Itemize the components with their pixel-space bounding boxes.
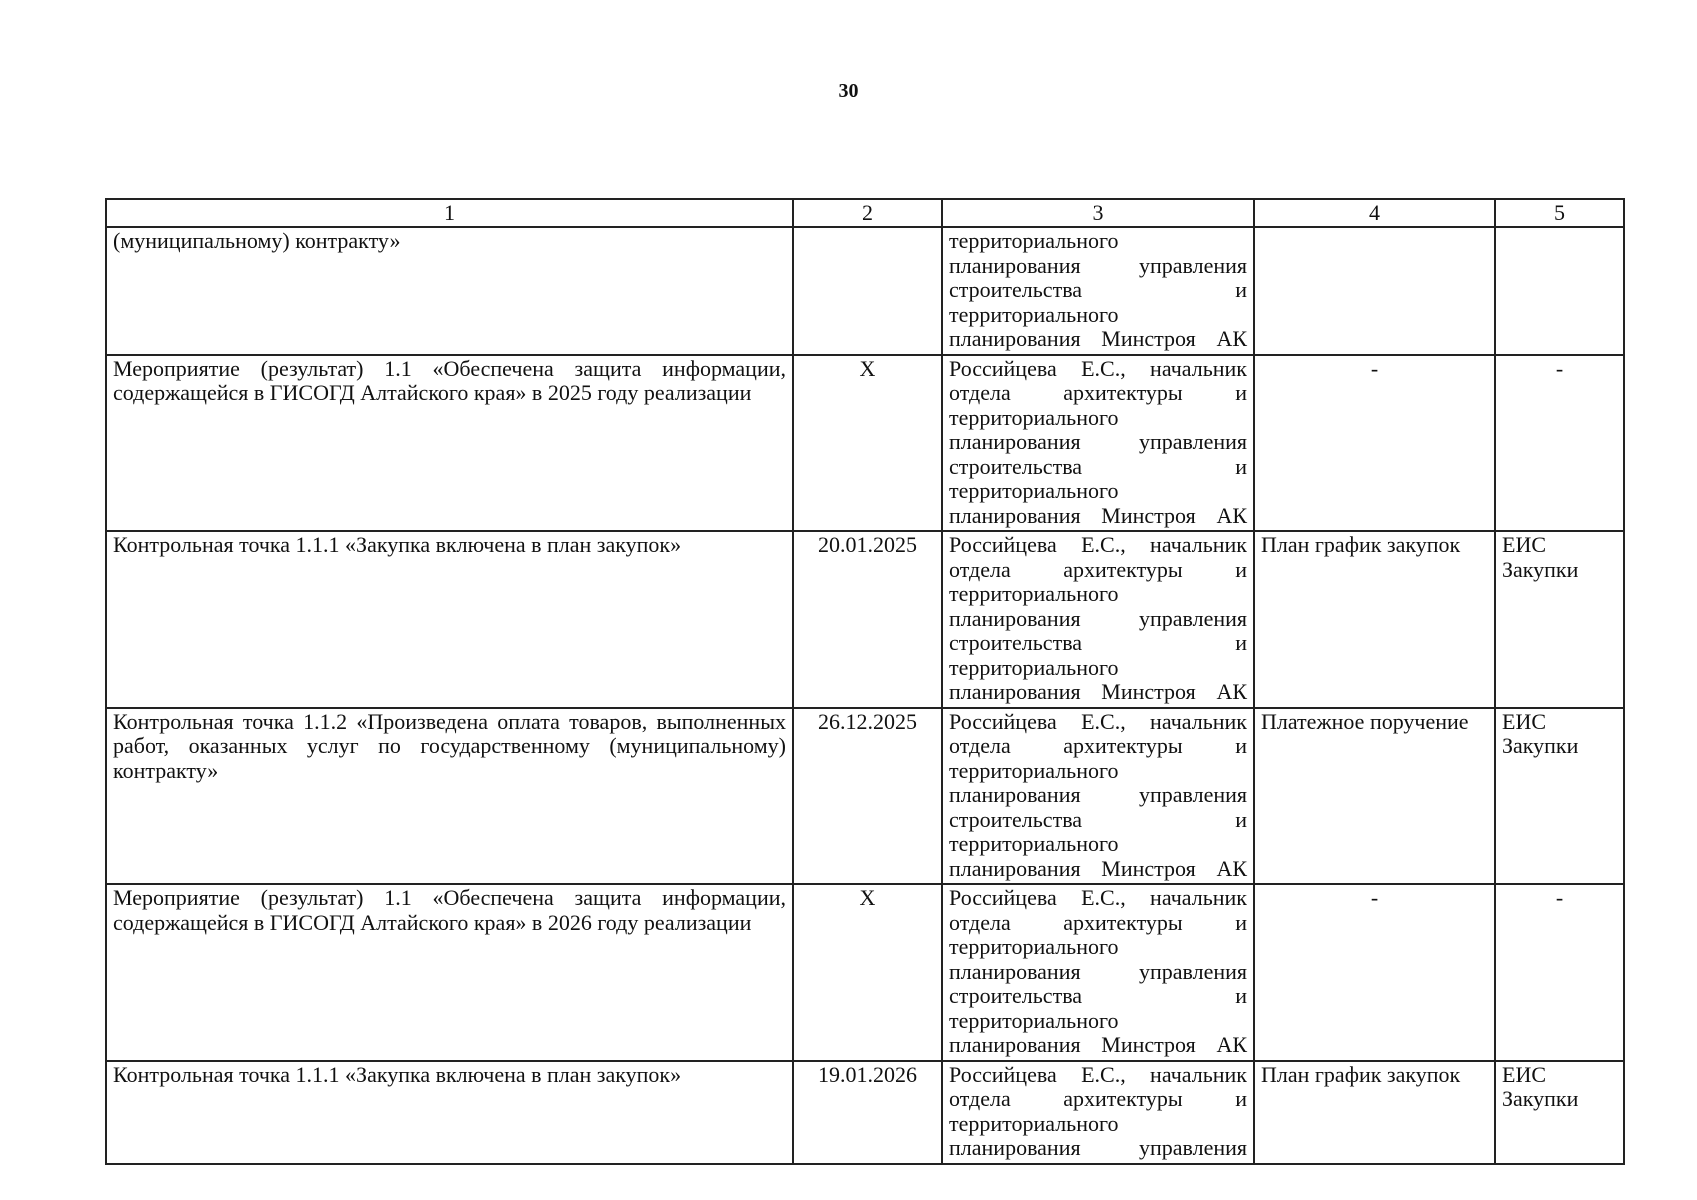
table-row: [106, 708, 1624, 885]
deadline-cell: Х: [793, 884, 942, 1061]
activity-cell: Контрольная точка 1.1.1 «Закупка включена в план закупок»: [106, 531, 793, 708]
table-row: [106, 531, 1624, 708]
activity-cell: Мероприятие (результат) 1.1 «Обеспечена защита информации, содержащейся в ГИСОГД Алтайского края» в 2025 году реализации: [106, 355, 793, 532]
page-number: 30: [838, 80, 859, 102]
table-row: [106, 227, 1624, 355]
document-cell: -: [1254, 355, 1495, 532]
column-header-1: 1: [106, 199, 793, 227]
activity-cell: Контрольная точка 1.1.2 «Произведена оплата товаров, выполненных работ, оказанных услуг по государственному (муниципальному) контракту»: [106, 708, 793, 885]
column-header-5: 5: [1495, 199, 1624, 227]
deadline-cell: 26.12.2025: [793, 708, 942, 885]
info-system-cell: [1495, 227, 1624, 355]
table-row: [106, 1061, 1624, 1164]
info-system-cell: ЕИС Закупки: [1495, 708, 1624, 885]
header-row: [106, 199, 1624, 227]
activity-cell: Контрольная точка 1.1.1 «Закупка включена в план закупок»: [106, 1061, 793, 1164]
plan-table: [105, 198, 1625, 1165]
info-system-cell: ЕИС Закупки: [1495, 1061, 1624, 1164]
table-row: [106, 355, 1624, 532]
column-header-4: 4: [1254, 199, 1495, 227]
column-header-2: 2: [793, 199, 942, 227]
document-cell: Платежное поручение: [1254, 708, 1495, 885]
document-cell: [1254, 227, 1495, 355]
responsible-cell: Российцева Е.С., начальник отдела архитектуры и территориального планирования управления строительства и территориального планирования Минстроя АК: [942, 884, 1254, 1061]
document-cell: -: [1254, 884, 1495, 1061]
responsible-cell: Российцева Е.С., начальник отдела архитектуры и территориального планирования управления: [942, 1061, 1254, 1164]
deadline-cell: 20.01.2025: [793, 531, 942, 708]
responsible-cell: Российцева Е.С., начальник отдела архитектуры и территориального планирования управления строительства и территориального планирования Минстроя АК: [942, 708, 1254, 885]
info-system-cell: -: [1495, 884, 1624, 1061]
info-system-cell: ЕИС Закупки: [1495, 531, 1624, 708]
responsible-cell: Российцева Е.С., начальник отдела архитектуры и территориального планирования управления строительства и территориального планирования Минстроя АК: [942, 531, 1254, 708]
responsible-cell: Российцева Е.С., начальник отдела архитектуры и территориального планирования управления строительства и территориального планирования Минстроя АК: [942, 355, 1254, 532]
column-header-3: 3: [942, 199, 1254, 227]
activity-cell: Мероприятие (результат) 1.1 «Обеспечена защита информации, содержащейся в ГИСОГД Алтайского края» в 2026 году реализации: [106, 884, 793, 1061]
document-cell: План график закупок: [1254, 531, 1495, 708]
deadline-cell: [793, 227, 942, 355]
deadline-cell: 19.01.2026: [793, 1061, 942, 1164]
table-row: [106, 884, 1624, 1061]
activity-cell: (муниципальному) контракту»: [106, 227, 793, 355]
responsible-cell: территориального планирования управления строительства и территориального планирования Минстроя АК: [942, 227, 1254, 355]
deadline-cell: Х: [793, 355, 942, 532]
document-cell: План график закупок: [1254, 1061, 1495, 1164]
info-system-cell: -: [1495, 355, 1624, 532]
